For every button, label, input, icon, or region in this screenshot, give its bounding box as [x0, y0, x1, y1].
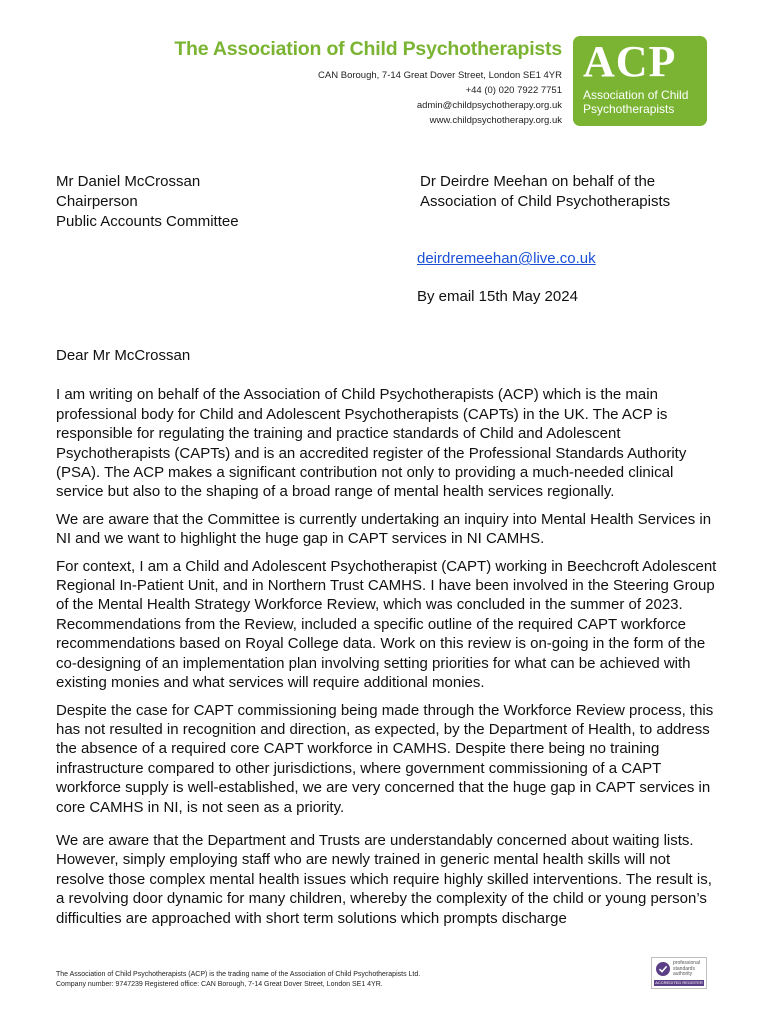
letterhead: [0, 0, 770, 140]
logo-text-line-1: Association of Child: [583, 88, 689, 102]
org-email: admin@childpsychotherapy.org.uk: [416, 100, 562, 111]
paragraph: We are aware that the Committee is currently undertaking an inquiry into Mental Health Services in NI and we want to highlight the huge gap in CAPT services in NI CAMHS.: [56, 510, 712, 548]
letter-date: By email 15th May 2024: [417, 288, 578, 305]
org-contact: [318, 68, 562, 128]
letter-body: [56, 346, 720, 936]
psa-text-line: standards: [673, 965, 695, 972]
acp-logo: [573, 36, 707, 126]
psa-text-line: professional: [673, 960, 700, 966]
org-address: CAN Borough, 7-14 Great Dover Street, London SE1 4YR: [318, 70, 562, 81]
footer-line-1: The Association of Child Psychotherapists (ACP) is the trading name of the Association of Child Psychotherapists Ltd.: [56, 971, 421, 978]
paragraph: I am writing on behalf of the Association of Child Psychotherapists (ACP) which is the main professional body for Child and Adolescent Psychotherapists (CAPTs) in the UK. The ACP is responsible for regulating the training and practice standards of Child and Adolescent Psychotherapists (CAPTs) and is an accredited register of the Professional Standards Authority (PSA). The ACP makes a significant contribution not only to providing a much-needed clinical service but also to the shaping of a broad range of mental health services regionally.: [56, 386, 687, 501]
sender-line-1: Dr Deirdre Meehan on behalf of the: [420, 173, 656, 190]
paragraph: We are aware that the Department and Trusts are understandably concerned about waiting lists. However, simply employing staff who are newly trained in generic mental health skills will not resolve those complex mental health issues which require highly skilled interventions. The result is, a revolving door dynamic for many children, whereby the complexity of the child or young person’s difficulties are approached with short term solutions which prompts discharge: [56, 831, 712, 927]
sender-line-2: Association of Child Psychotherapists: [420, 193, 671, 210]
recipient-committee: Public Accounts Committee: [56, 213, 239, 230]
org-name: The Association of Child Psychotherapists: [174, 38, 562, 60]
psa-text: [673, 961, 700, 978]
paragraph: For context, I am a Child and Adolescent Psychotherapist (CAPT) working in Beechcroft Adolescent Regional In-Patient Unit, and in Northern Trust CAMHS. I have been involved in the Steering Group of the Mental Health Strategy Workforce Review, which was concluded in the summer of 2023. Recommendations from the Review, included a specific outline of the required CAPT workforce recommendations based on Royal College data. Work on this review is on-going in the form of the co-designing of an implementation plan involving setting priorities for what can be achieved with existing monies and what services will require additional monies.: [56, 557, 717, 692]
org-phone: +44 (0) 020 7922 7751: [465, 85, 562, 96]
psa-text-line: authority: [673, 971, 693, 977]
psa-accreditation-badge: [651, 957, 707, 989]
psa-register-bar: ACCREDITED REGISTER: [655, 980, 703, 985]
logo-text: [583, 88, 707, 116]
org-website: www.childpsychotherapy.org.uk: [429, 115, 562, 126]
salutation: Dear Mr McCrossan: [56, 347, 191, 364]
logo-text-line-2: Psychotherapists: [583, 102, 675, 116]
paragraph: Despite the case for CAPT commissioning being made through the Workforce Review process, this has not resulted in recognition and direction, as expected, by the Department of Health, to address the absence of a required core CAPT workforce in CAMHS. Despite there being no training infrastructure compared to other jurisdictions, where government commissioning of a CAPT workforce supply is well-established, we are very concerned that the huge gap in CAPT services in core CAMHS in NI, is not seen as a priority.: [56, 701, 714, 816]
sender-email-link[interactable]: deirdremeehan@live.co.uk: [417, 250, 596, 267]
psa-tick-icon: [655, 961, 671, 977]
sender-address: [420, 172, 670, 212]
footer-text: [56, 970, 420, 990]
recipient-title: Chairperson: [56, 193, 138, 210]
recipient-address: [56, 172, 239, 232]
recipient-name: Mr Daniel McCrossan: [56, 173, 201, 190]
footer-line-2: Company number: 9747239 Registered office: CAN Borough, 7-14 Great Dover Street, London SE1 4YR.: [56, 981, 383, 988]
logo-mark: ACP: [583, 37, 677, 86]
